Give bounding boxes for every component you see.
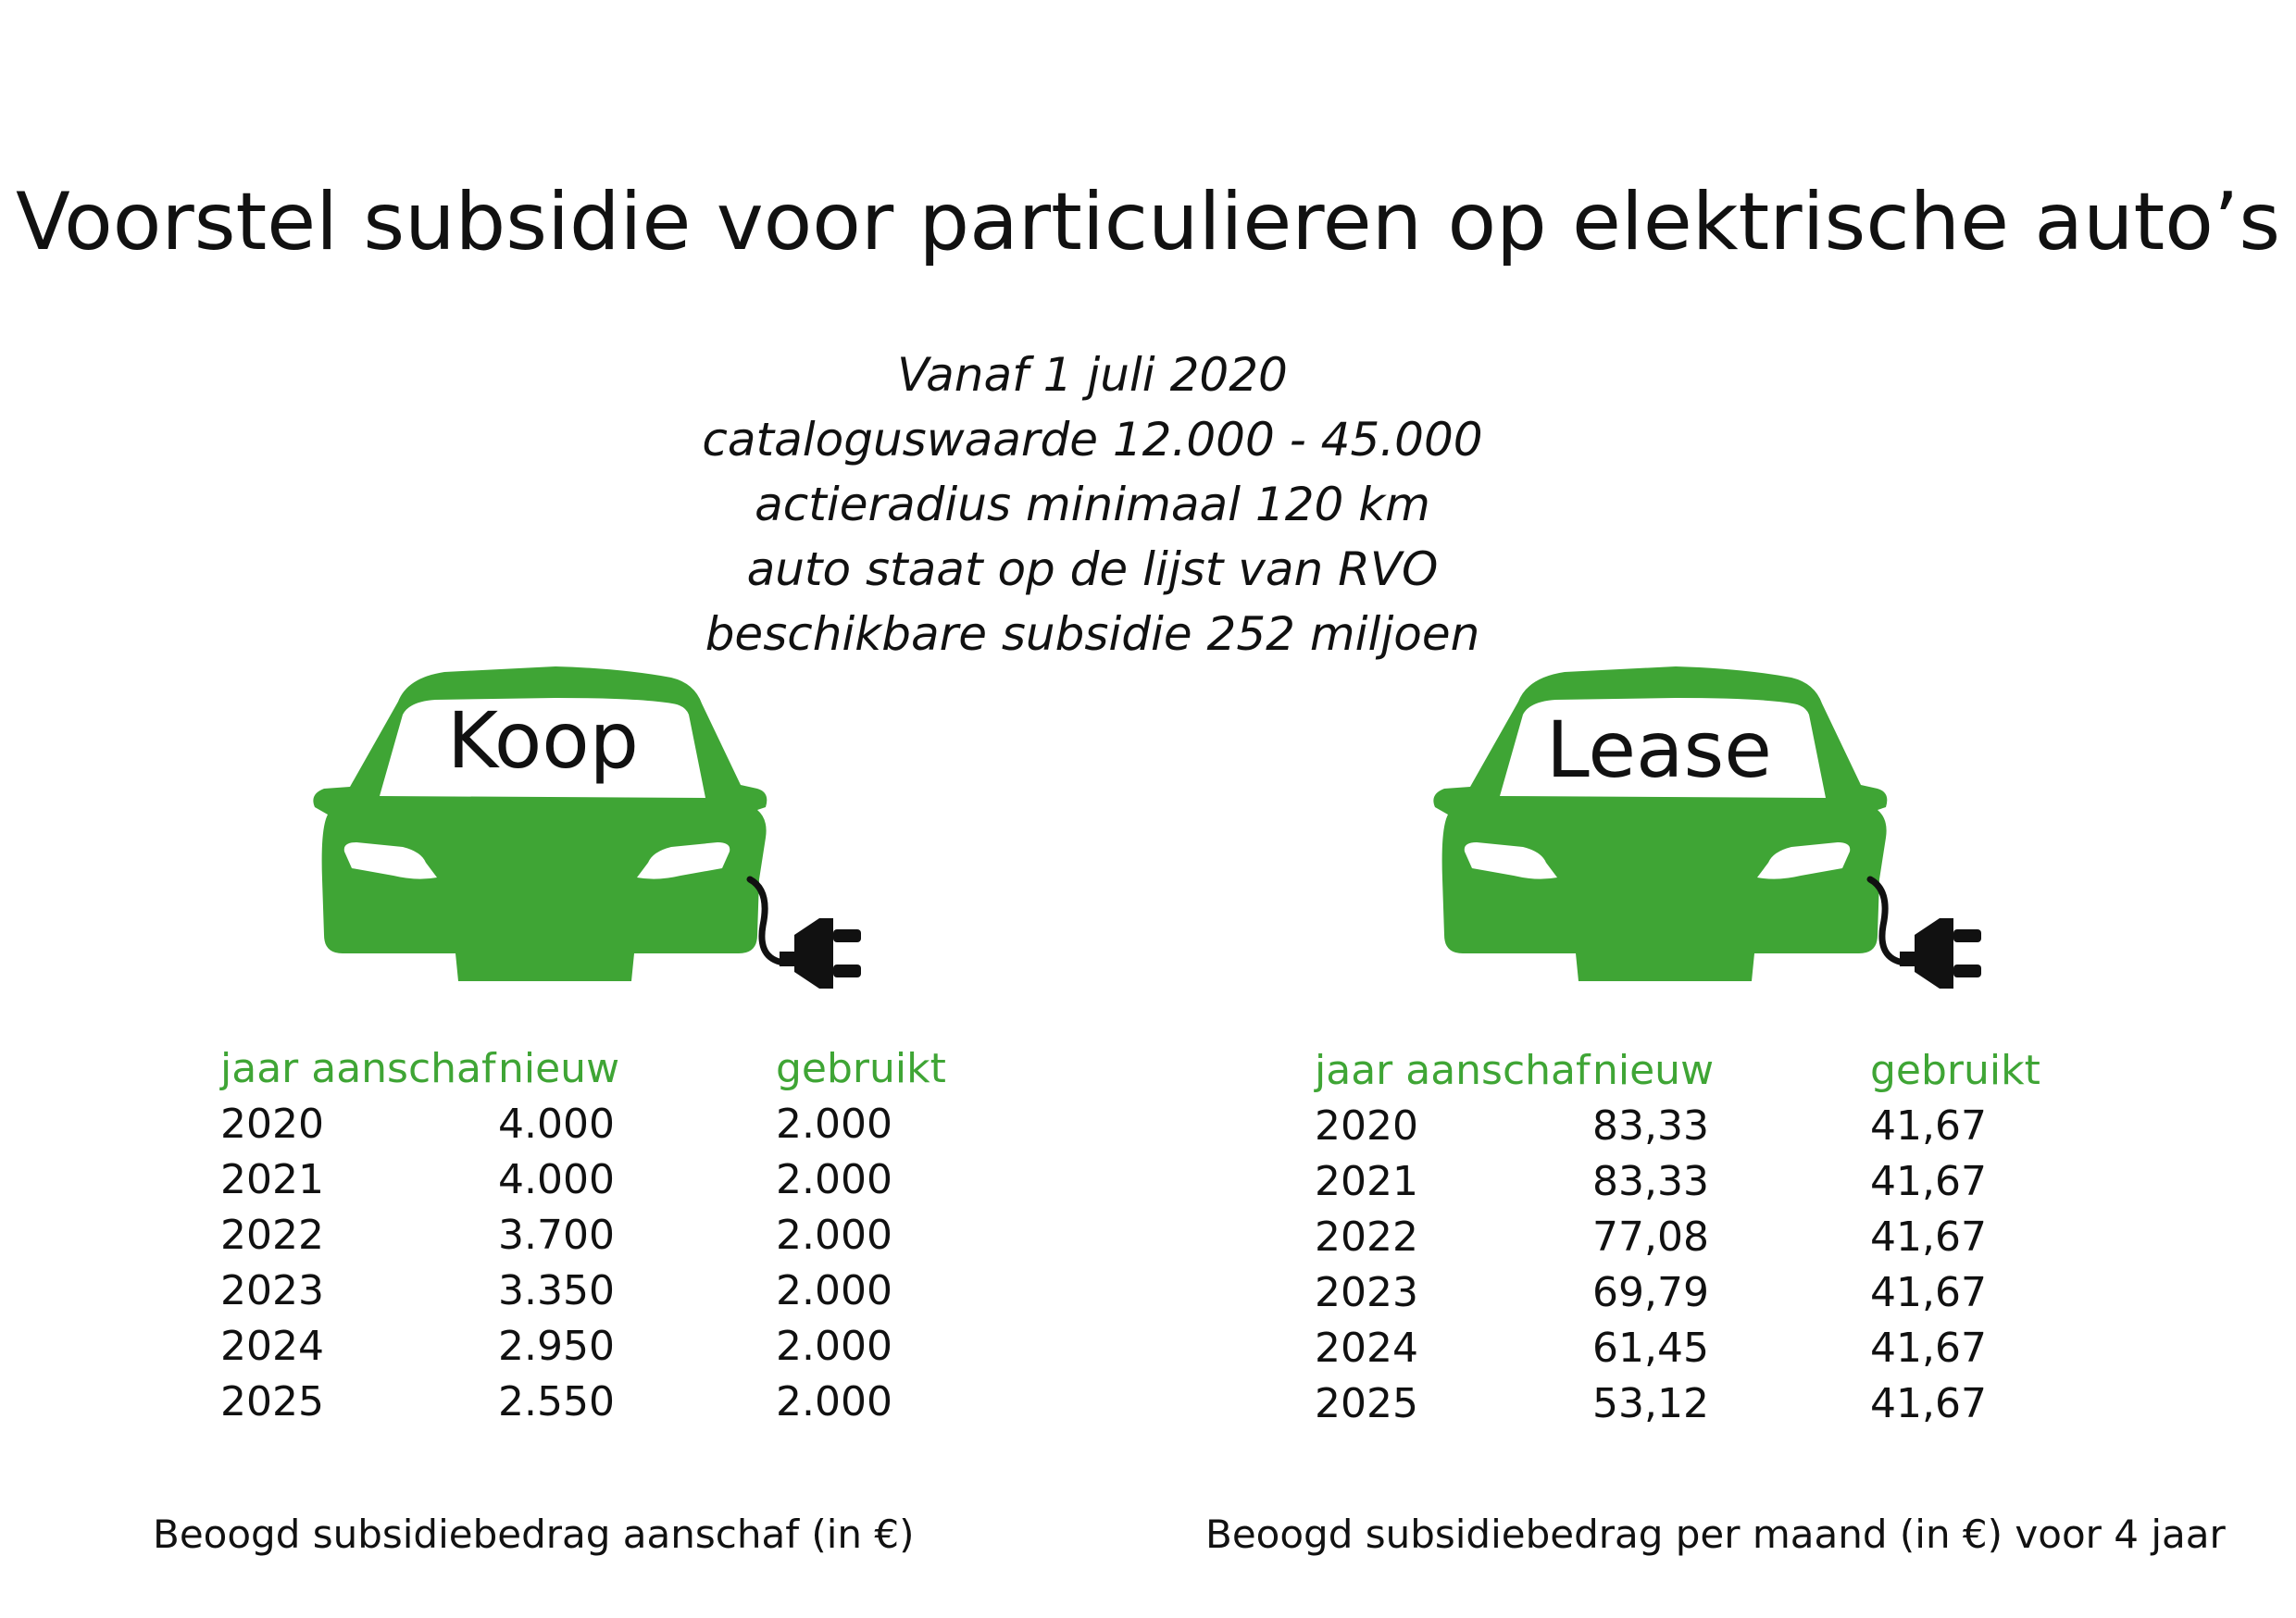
condition-line: beschikbare subsidie 252 miljoen xyxy=(705,607,1480,661)
column-header-year: jaar aanschaf xyxy=(220,1045,496,1092)
used-cell: 2.000 xyxy=(776,1323,892,1370)
table-header xyxy=(1315,1043,2074,1099)
page-title: Voorstel subsidie voor particulieren op elektrische auto’s xyxy=(15,176,2281,268)
used-cell: 41,67 xyxy=(1870,1158,1987,1205)
column-header-new: nieuw xyxy=(498,1045,620,1092)
plug-icon xyxy=(1861,870,2018,990)
new-cell: 53,12 xyxy=(1592,1380,1709,1427)
new-cell: 3.700 xyxy=(498,1212,615,1259)
condition-line: auto staat op de lijst van RVO xyxy=(746,542,1439,596)
condition-line: Vanaf 1 juli 2020 xyxy=(897,348,1288,402)
table-header xyxy=(220,1041,980,1097)
used-cell: 2.000 xyxy=(776,1212,892,1259)
year-cell: 2022 xyxy=(1315,1214,1418,1261)
table-row xyxy=(220,1152,980,1208)
year-cell: 2023 xyxy=(220,1267,324,1314)
lease-table xyxy=(1315,1043,2074,1432)
new-cell: 77,08 xyxy=(1592,1214,1709,1261)
table-row xyxy=(220,1319,980,1375)
table-row xyxy=(1315,1154,2074,1210)
year-cell: 2023 xyxy=(1315,1269,1418,1316)
table-row xyxy=(1315,1321,2074,1376)
table-row xyxy=(220,1208,980,1263)
table-row xyxy=(1315,1210,2074,1265)
table-row xyxy=(220,1263,980,1319)
new-cell: 2.550 xyxy=(498,1378,615,1425)
koop-table xyxy=(220,1041,980,1430)
new-cell: 4.000 xyxy=(498,1101,615,1148)
year-cell: 2025 xyxy=(220,1378,324,1425)
koop-caption: Beoogd subsidiebedrag aanschaf (in €) xyxy=(153,1512,915,1557)
condition-line: actieradius minimaal 120 km xyxy=(755,478,1430,531)
used-cell: 2.000 xyxy=(776,1267,892,1314)
column-header-used: gebruikt xyxy=(1870,1047,2040,1094)
column-header-used: gebruikt xyxy=(776,1045,946,1092)
used-cell: 2.000 xyxy=(776,1378,892,1425)
year-cell: 2021 xyxy=(220,1156,324,1203)
table-row xyxy=(1315,1099,2074,1154)
lease-car xyxy=(1426,657,2018,990)
year-cell: 2024 xyxy=(1315,1325,1418,1372)
condition-line: cataloguswaarde 12.000 - 45.000 xyxy=(702,413,1483,467)
new-cell: 69,79 xyxy=(1592,1269,1709,1316)
new-cell: 2.950 xyxy=(498,1323,615,1370)
table-row xyxy=(220,1375,980,1430)
new-cell: 3.350 xyxy=(498,1267,615,1314)
table-row xyxy=(1315,1376,2074,1432)
new-cell: 61,45 xyxy=(1592,1325,1709,1372)
new-cell: 4.000 xyxy=(498,1156,615,1203)
year-cell: 2022 xyxy=(220,1212,324,1259)
used-cell: 41,67 xyxy=(1870,1269,1987,1316)
used-cell: 2.000 xyxy=(776,1101,892,1148)
used-cell: 41,67 xyxy=(1870,1380,1987,1427)
new-cell: 83,33 xyxy=(1592,1102,1709,1150)
table-row xyxy=(220,1097,980,1152)
used-cell: 41,67 xyxy=(1870,1214,1987,1261)
used-cell: 2.000 xyxy=(776,1156,892,1203)
year-cell: 2024 xyxy=(220,1323,324,1370)
lease-label: Lease xyxy=(1546,704,1772,795)
used-cell: 41,67 xyxy=(1870,1325,1987,1372)
plug-icon xyxy=(741,870,898,990)
koop-car xyxy=(306,657,898,990)
year-cell: 2021 xyxy=(1315,1158,1418,1205)
used-cell: 41,67 xyxy=(1870,1102,1987,1150)
table-row xyxy=(1315,1265,2074,1321)
lease-caption: Beoogd subsidiebedrag per maand (in €) voor 4 jaar xyxy=(1205,1512,2226,1557)
conditions-list xyxy=(593,342,1592,666)
new-cell: 83,33 xyxy=(1592,1158,1709,1205)
year-cell: 2020 xyxy=(220,1101,324,1148)
column-header-year: jaar aanschaf xyxy=(1315,1047,1591,1094)
year-cell: 2020 xyxy=(1315,1102,1418,1150)
column-header-new: nieuw xyxy=(1592,1047,1715,1094)
koop-label: Koop xyxy=(447,695,640,786)
year-cell: 2025 xyxy=(1315,1380,1418,1427)
